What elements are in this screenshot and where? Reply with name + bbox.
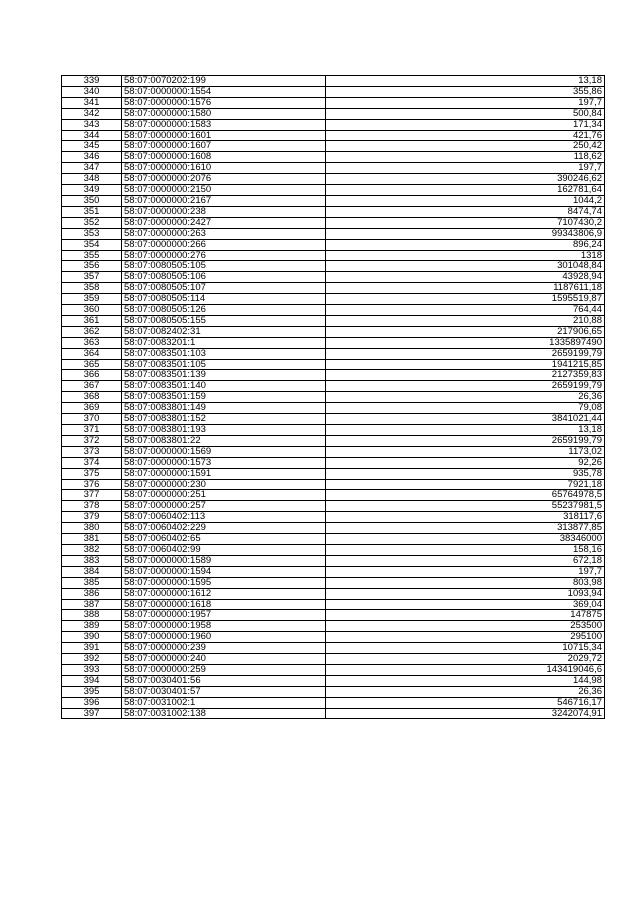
row-number-cell: 370 [62,414,122,425]
cadastral-number-cell: 58:07:0000000:238 [122,206,326,217]
row-number-cell: 376 [62,479,122,490]
value-cell: 2659199,79 [326,435,605,446]
row-number-cell: 346 [62,152,122,163]
value-cell: 197,7 [326,97,605,108]
value-cell: 118,62 [326,152,605,163]
value-cell: 390246,62 [326,174,605,185]
cadastral-number-cell: 58:07:0083501:140 [122,381,326,392]
cadastral-number-cell: 58:07:0000000:1958 [122,621,326,632]
value-cell: 295100 [326,632,605,643]
value-cell: 2659199,79 [326,381,605,392]
row-number-cell: 344 [62,130,122,141]
table-row [62,272,605,283]
row-number-cell: 384 [62,566,122,577]
row-number-cell: 387 [62,599,122,610]
table-row [62,446,605,457]
cadastral-number-cell: 58:07:0000000:240 [122,654,326,665]
cadastral-number-cell: 58:07:0060402:113 [122,512,326,523]
row-number-cell: 360 [62,305,122,316]
value-cell: 253500 [326,621,605,632]
table-row [62,414,605,425]
cadastral-number-cell: 58:07:0000000:257 [122,501,326,512]
table-row [62,708,605,719]
row-number-cell: 369 [62,403,122,414]
cadastral-number-cell: 58:07:0000000:1569 [122,446,326,457]
cadastral-number-cell: 58:07:0000000:1591 [122,468,326,479]
value-cell: 1335897490 [326,337,605,348]
cadastral-number-cell: 58:07:0000000:259 [122,664,326,675]
row-number-cell: 393 [62,664,122,675]
value-cell: 313877,85 [326,523,605,534]
cadastral-number-cell: 58:07:0080505:107 [122,283,326,294]
table-row [62,403,605,414]
cadastral-number-cell: 58:07:0060402:99 [122,544,326,555]
value-cell: 99343806,9 [326,228,605,239]
table-row [62,119,605,130]
table-row [62,686,605,697]
table-row [62,501,605,512]
row-number-cell: 396 [62,697,122,708]
table-row [62,206,605,217]
cadastral-number-cell: 58:07:0000000:251 [122,490,326,501]
table-row [62,479,605,490]
cadastral-number-cell: 58:07:0083801:152 [122,414,326,425]
value-cell: 8474,74 [326,206,605,217]
row-number-cell: 353 [62,228,122,239]
table-row [62,370,605,381]
table-row [62,326,605,337]
value-cell: 65764978,5 [326,490,605,501]
row-number-cell: 386 [62,588,122,599]
value-cell: 144,98 [326,675,605,686]
table-row [62,359,605,370]
row-number-cell: 340 [62,86,122,97]
cadastral-number-cell: 58:07:0000000:2076 [122,174,326,185]
value-cell: 369,04 [326,599,605,610]
table-row [62,97,605,108]
table-row [62,610,605,621]
cadastral-number-cell: 58:07:0070202:199 [122,76,326,87]
cadastral-number-cell: 58:07:0083801:22 [122,435,326,446]
table-row [62,632,605,643]
cadastral-number-cell: 58:07:0000000:1960 [122,632,326,643]
cadastral-number-cell: 58:07:0000000:230 [122,479,326,490]
table-row [62,283,605,294]
table-row [62,523,605,534]
value-cell: 803,98 [326,577,605,588]
value-cell: 210,88 [326,315,605,326]
row-number-cell: 375 [62,468,122,479]
cadastral-number-cell: 58:07:0000000:1573 [122,457,326,468]
cadastral-number-cell: 58:07:0000000:1957 [122,610,326,621]
row-number-cell: 381 [62,534,122,545]
value-cell: 26,36 [326,392,605,403]
value-cell: 3242074,91 [326,708,605,719]
value-cell: 197,7 [326,566,605,577]
cadastral-number-cell: 58:07:0082402:31 [122,326,326,337]
row-number-cell: 392 [62,654,122,665]
cadastral-number-cell: 58:07:0000000:1612 [122,588,326,599]
cadastral-number-cell: 58:07:0080505:155 [122,315,326,326]
value-cell: 1318 [326,250,605,261]
row-number-cell: 389 [62,621,122,632]
row-number-cell: 356 [62,261,122,272]
value-cell: 38346000 [326,534,605,545]
cadastral-number-cell: 58:07:0031002:1 [122,697,326,708]
row-number-cell: 362 [62,326,122,337]
table-row [62,141,605,152]
value-cell: 217906,65 [326,326,605,337]
value-cell: 171,34 [326,119,605,130]
row-number-cell: 380 [62,523,122,534]
cadastral-number-cell: 58:07:0083801:193 [122,425,326,436]
table-row [62,675,605,686]
table-row [62,621,605,632]
value-cell: 13,18 [326,76,605,87]
cadastral-number-cell: 58:07:0030401:57 [122,686,326,697]
table-row [62,163,605,174]
cadastral-value-table [61,75,605,719]
value-cell: 162781,64 [326,185,605,196]
row-number-cell: 361 [62,315,122,326]
value-cell: 935,78 [326,468,605,479]
value-cell: 92,26 [326,457,605,468]
value-cell: 2029,72 [326,654,605,665]
cadastral-number-cell: 58:07:0000000:276 [122,250,326,261]
value-cell: 2659199,79 [326,348,605,359]
cadastral-number-cell: 58:07:0031002:138 [122,708,326,719]
row-number-cell: 397 [62,708,122,719]
row-number-cell: 377 [62,490,122,501]
value-cell: 143419046,6 [326,664,605,675]
cadastral-number-cell: 58:07:0030401:56 [122,675,326,686]
row-number-cell: 371 [62,425,122,436]
value-cell: 13,18 [326,425,605,436]
row-number-cell: 388 [62,610,122,621]
row-number-cell: 364 [62,348,122,359]
row-number-cell: 349 [62,185,122,196]
value-cell: 764,44 [326,305,605,316]
cadastral-number-cell: 58:07:0083501:105 [122,359,326,370]
table-row [62,228,605,239]
cadastral-number-cell: 58:07:0000000:263 [122,228,326,239]
row-number-cell: 355 [62,250,122,261]
cadastral-number-cell: 58:07:0000000:239 [122,643,326,654]
row-number-cell: 390 [62,632,122,643]
value-cell: 250,42 [326,141,605,152]
value-cell: 10715,34 [326,643,605,654]
cadastral-number-cell: 58:07:0083201:1 [122,337,326,348]
table-row [62,195,605,206]
row-number-cell: 347 [62,163,122,174]
row-number-cell: 358 [62,283,122,294]
table-row [62,643,605,654]
value-cell: 1044,2 [326,195,605,206]
row-number-cell: 372 [62,435,122,446]
cadastral-number-cell: 58:07:0000000:1580 [122,108,326,119]
row-number-cell: 395 [62,686,122,697]
row-number-cell: 342 [62,108,122,119]
row-number-cell: 363 [62,337,122,348]
row-number-cell: 352 [62,217,122,228]
cadastral-number-cell: 58:07:0000000:2150 [122,185,326,196]
cadastral-number-cell: 58:07:0000000:1607 [122,141,326,152]
table-row [62,544,605,555]
value-cell: 1595519,87 [326,294,605,305]
value-cell: 546716,17 [326,697,605,708]
value-cell: 3841021,44 [326,414,605,425]
value-cell: 7107430,2 [326,217,605,228]
value-cell: 79,08 [326,403,605,414]
table-row [62,305,605,316]
value-cell: 318117,6 [326,512,605,523]
table-row [62,512,605,523]
cadastral-number-cell: 58:07:0083501:103 [122,348,326,359]
row-number-cell: 350 [62,195,122,206]
row-number-cell: 391 [62,643,122,654]
table-row [62,534,605,545]
row-number-cell: 382 [62,544,122,555]
row-number-cell: 343 [62,119,122,130]
table-row [62,185,605,196]
value-cell: 147875 [326,610,605,621]
table-row [62,577,605,588]
row-number-cell: 339 [62,76,122,87]
cadastral-number-cell: 58:07:0080505:105 [122,261,326,272]
row-number-cell: 354 [62,239,122,250]
table-row [62,425,605,436]
value-cell: 1093,94 [326,588,605,599]
value-cell: 197,7 [326,163,605,174]
cadastral-number-cell: 58:07:0083801:149 [122,403,326,414]
cadastral-number-cell: 58:07:0000000:1583 [122,119,326,130]
row-number-cell: 385 [62,577,122,588]
cadastral-number-cell: 58:07:0000000:1601 [122,130,326,141]
table-row [62,490,605,501]
cadastral-number-cell: 58:07:0060402:65 [122,534,326,545]
table-row [62,654,605,665]
table-row [62,239,605,250]
value-cell: 1187611,18 [326,283,605,294]
cadastral-number-cell: 58:07:0000000:1608 [122,152,326,163]
cadastral-number-cell: 58:07:0080505:114 [122,294,326,305]
value-cell: 1173,02 [326,446,605,457]
cadastral-number-cell: 58:07:0000000:1610 [122,163,326,174]
table-row [62,86,605,97]
table-row [62,315,605,326]
cadastral-number-cell: 58:07:0060402:229 [122,523,326,534]
table-row [62,174,605,185]
row-number-cell: 378 [62,501,122,512]
row-number-cell: 351 [62,206,122,217]
table-row [62,392,605,403]
cadastral-number-cell: 58:07:0083501:159 [122,392,326,403]
table-row [62,250,605,261]
table-row [62,457,605,468]
row-number-cell: 357 [62,272,122,283]
table-row [62,217,605,228]
table-row [62,261,605,272]
cadastral-number-cell: 58:07:0000000:1594 [122,566,326,577]
cadastral-number-cell: 58:07:0000000:1618 [122,599,326,610]
value-cell: 1941215,85 [326,359,605,370]
cadastral-number-cell: 58:07:0083501:139 [122,370,326,381]
table-row [62,555,605,566]
table-row [62,435,605,446]
value-cell: 158,16 [326,544,605,555]
cadastral-number-cell: 58:07:0000000:2427 [122,217,326,228]
table-row [62,294,605,305]
cadastral-number-cell: 58:07:0000000:2167 [122,195,326,206]
table-row [62,599,605,610]
row-number-cell: 348 [62,174,122,185]
row-number-cell: 374 [62,457,122,468]
value-cell: 7921,18 [326,479,605,490]
row-number-cell: 373 [62,446,122,457]
row-number-cell: 359 [62,294,122,305]
value-cell: 896,24 [326,239,605,250]
row-number-cell: 341 [62,97,122,108]
table-row [62,588,605,599]
table-row [62,348,605,359]
table-row [62,664,605,675]
value-cell: 672,18 [326,555,605,566]
cadastral-number-cell: 58:07:0080505:106 [122,272,326,283]
table-row [62,697,605,708]
row-number-cell: 368 [62,392,122,403]
table-row [62,76,605,87]
value-cell: 43928,94 [326,272,605,283]
value-cell: 55237981,5 [326,501,605,512]
row-number-cell: 345 [62,141,122,152]
row-number-cell: 365 [62,359,122,370]
row-number-cell: 383 [62,555,122,566]
table-row [62,152,605,163]
value-cell: 301048,84 [326,261,605,272]
table-row [62,566,605,577]
value-cell: 355,86 [326,86,605,97]
row-number-cell: 379 [62,512,122,523]
cadastral-number-cell: 58:07:0000000:1595 [122,577,326,588]
row-number-cell: 366 [62,370,122,381]
value-cell: 500,84 [326,108,605,119]
cadastral-number-cell: 58:07:0080505:126 [122,305,326,316]
table-body [62,76,605,719]
cadastral-number-cell: 58:07:0000000:1589 [122,555,326,566]
value-cell: 421,76 [326,130,605,141]
value-cell: 26,36 [326,686,605,697]
table-row [62,381,605,392]
cadastral-number-cell: 58:07:0000000:1554 [122,86,326,97]
row-number-cell: 367 [62,381,122,392]
table-row [62,337,605,348]
value-cell: 2127359,83 [326,370,605,381]
cadastral-number-cell: 58:07:0000000:266 [122,239,326,250]
row-number-cell: 394 [62,675,122,686]
table-row [62,108,605,119]
cadastral-number-cell: 58:07:0000000:1576 [122,97,326,108]
table-row [62,468,605,479]
table-row [62,130,605,141]
